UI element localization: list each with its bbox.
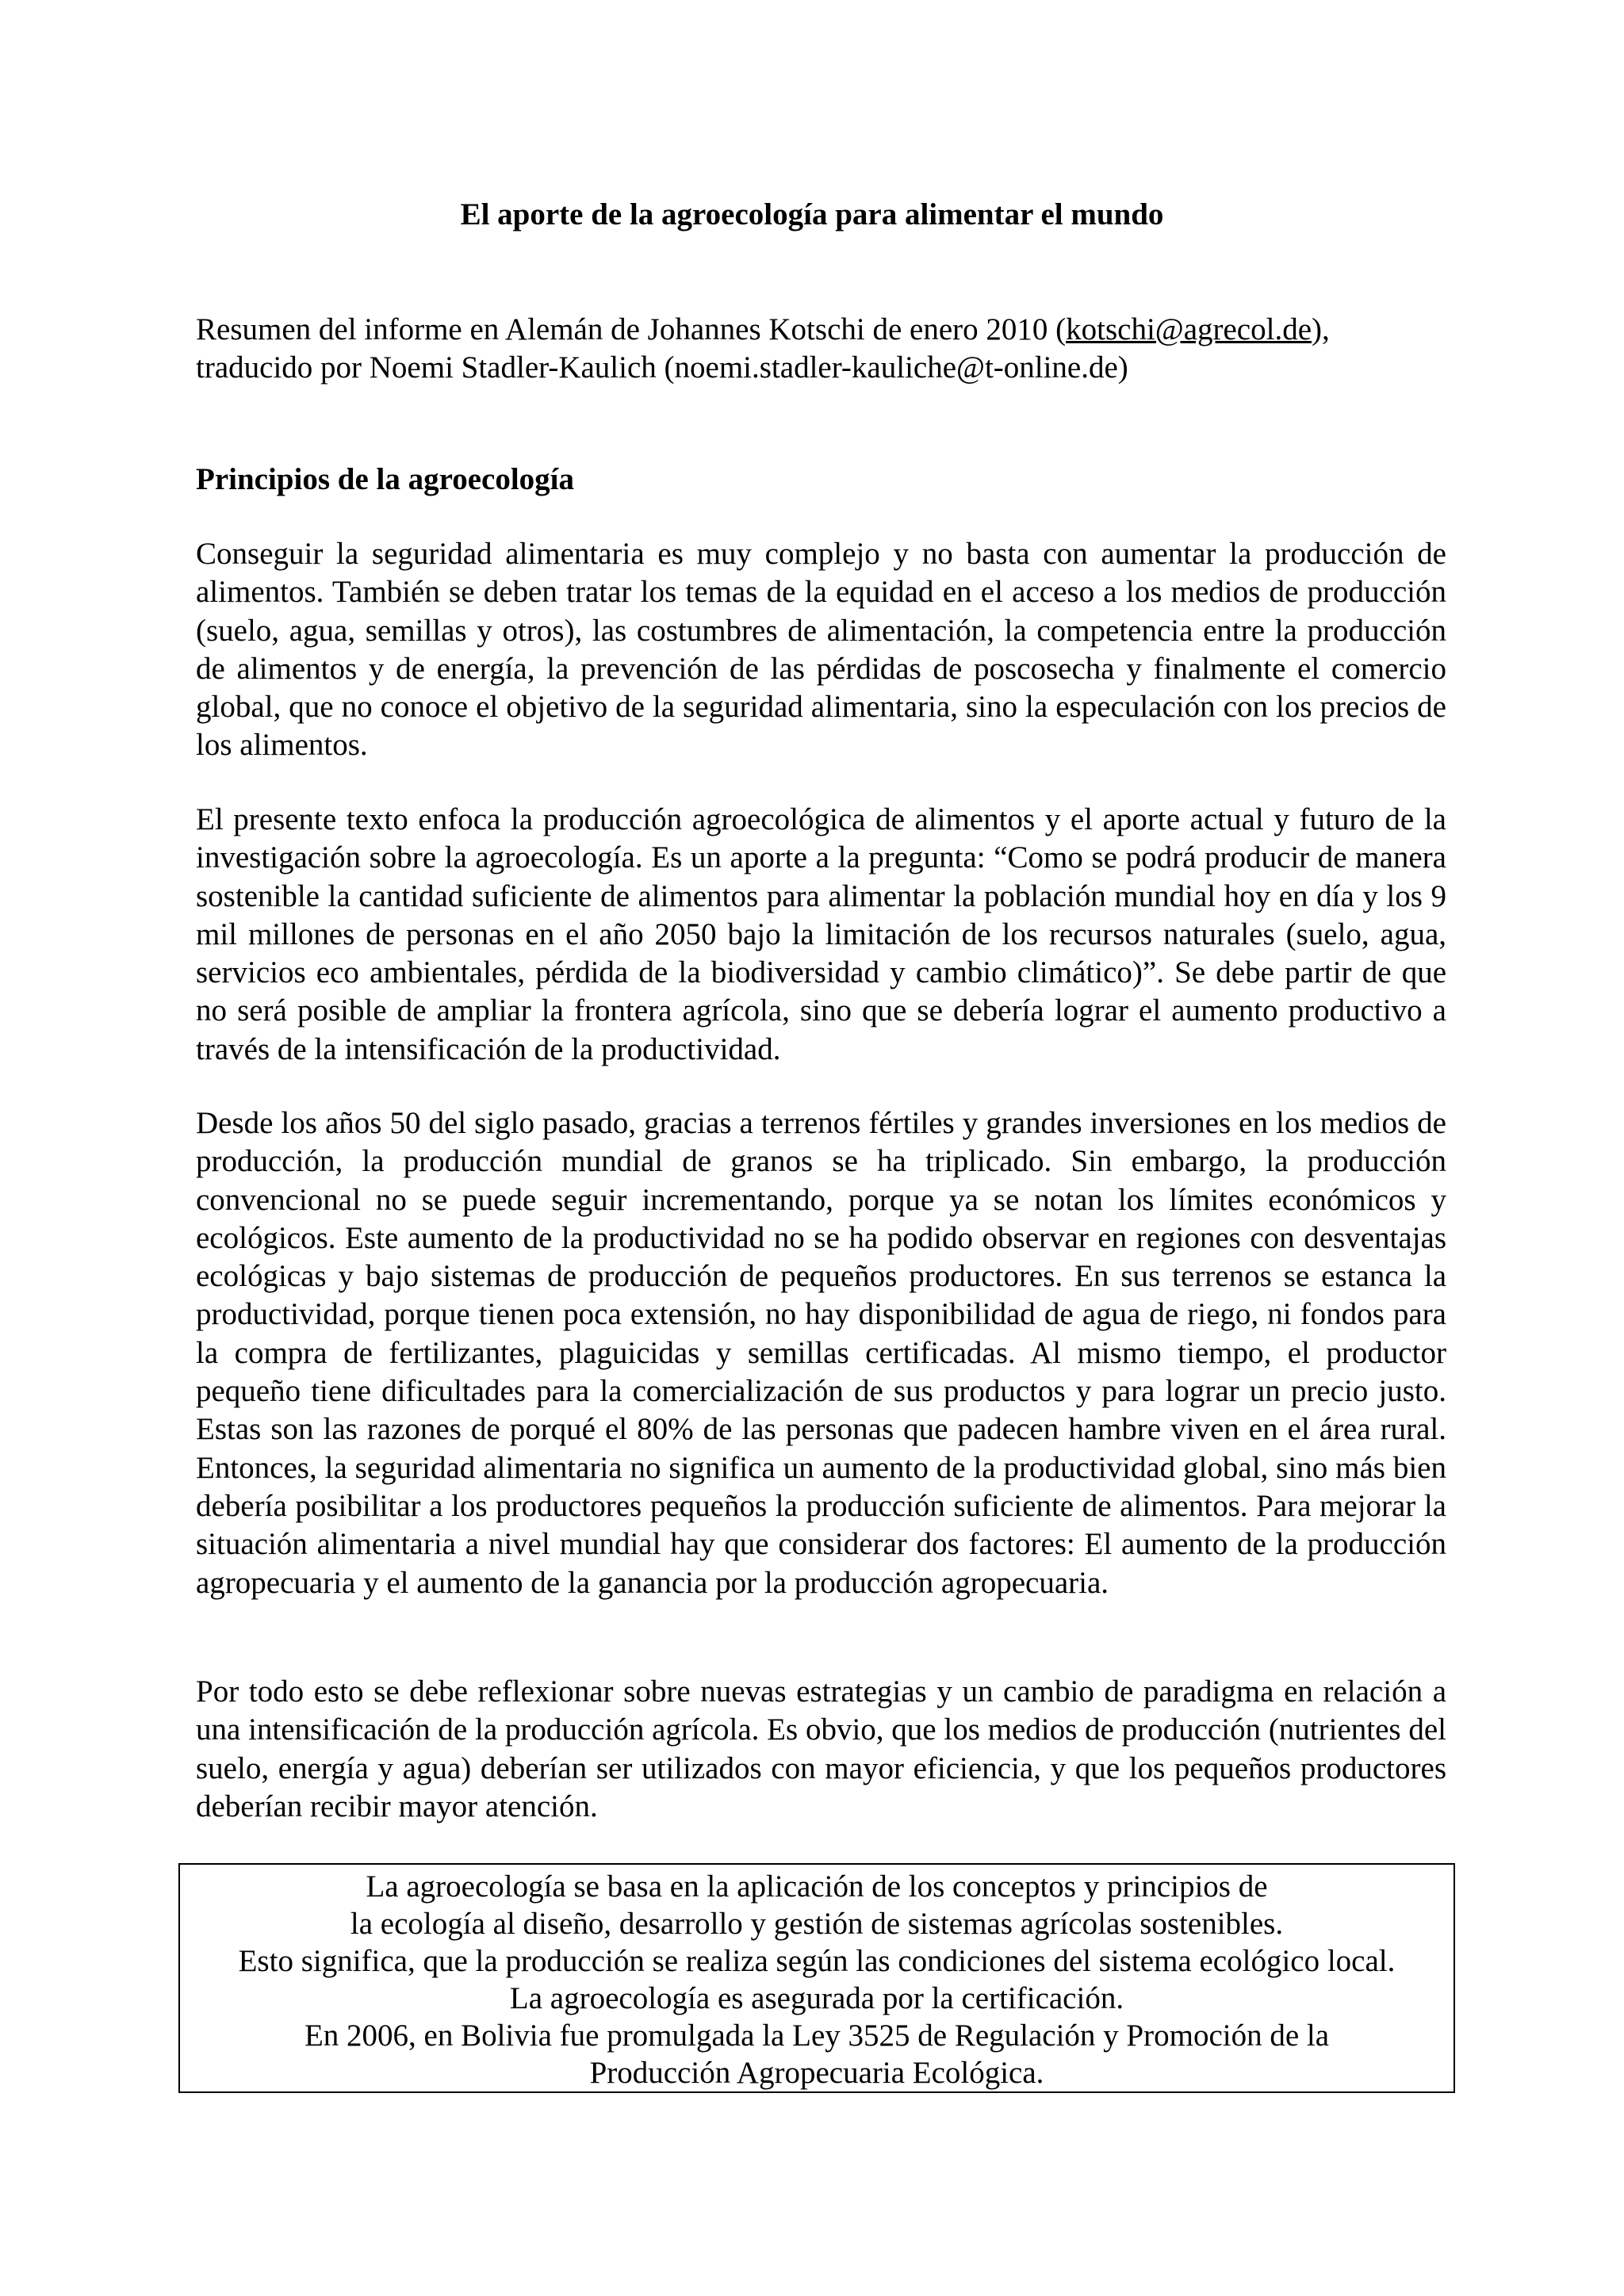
box-line-1: La agroecología se basa en la aplicación de los conceptos y principios de <box>366 1869 1268 1904</box>
summary-box <box>178 1863 1455 2093</box>
paragraph-2: El presente texto enfoca la producción agroecológica de alimentos y el aporte actual y futuro de la investigación sobre la agroecología. Es un aporte a la pregunta: “Como se podrá producir de manera sostenible la cantidad suficiente de alimentos para alimentar la población mundial hoy en día y los 9 mil millones de personas en el año 2050 bajo la limitación de los recursos naturales (suelo, agua, servicios eco ambientales, pérdida de la biodiversidad y cambio climático)”. Se debe partir de que no será posible de ampliar la frontera agrícola, sino que se debería lograr el aumento productivo a través de la intensificación de la productividad. <box>196 802 1446 1066</box>
document-title: El aporte de la agroecología para alimentar el mundo <box>460 197 1164 232</box>
box-line-2: la ecología al diseño, desarrollo y gestión de sistemas agrícolas sostenibles. <box>350 1907 1284 1941</box>
intro-text-after: ), traducido por Noemi Stadler-Kaulich (noemi.stadler-kauliche@t-online.de) <box>196 312 1330 385</box>
paragraph-1: Conseguir la seguridad alimentaria es muy complejo y no basta con aumentar la producción de alimentos. También se deben tratar los temas de la equidad en el acceso a los medios de producción (suelo, agua, semillas y otros), las costumbres de alimentación, la competencia entre la producción de alimentos y de energía, la prevención de las pérdidas de poscosecha y finalmente el comercio global, que no conoce el objetivo de la seguridad alimentaria, sino la especulación con los precios de los alimentos. <box>196 537 1446 763</box>
intro-paragraph <box>196 311 1446 387</box>
paragraph-4: Por todo esto se debe reflexionar sobre nuevas estrategias y un cambio de paradigma en relación a una intensificación de la producción agrícola. Es obvio, que los medios de producción (nutrientes del suelo, energía y agua) deberían ser utilizados con mayor eficiencia, y que los pequeños productores deberían recibir mayor atención. <box>196 1674 1446 1823</box>
section-heading: Principios de la agroecología <box>196 462 574 496</box>
intro-text-before: Resumen del informe en Alemán de Johannes Kotschi de enero 2010 ( <box>196 312 1067 346</box>
author-email-link[interactable]: kotschi@agrecol.de <box>1066 312 1312 346</box>
box-line-3: Esto significa, que la producción se realiza según las condiciones del sistema ecológico local. <box>238 1944 1396 1978</box>
box-line-4: La agroecología es asegurada por la certificación. <box>509 1981 1124 2015</box>
box-line-5: En 2006, en Bolivia fue promulgada la Ley 3525 de Regulación y Promoción de la <box>304 2019 1330 2053</box>
box-line-6: Producción Agropecuaria Ecológica. <box>589 2056 1044 2090</box>
paragraph-3: Desde los años 50 del siglo pasado, gracias a terrenos fértiles y grandes inversiones en los medios de producción, la producción mundial de granos se ha triplicado. Sin embargo, la producción convencional no se puede seguir incrementando, porque ya se notan los límites económicos y ecológicos. Este aumento de la productividad no se ha podido observar en regiones con desventajas ecológicas y bajo sistemas de producción de pequeños productores. En sus terrenos se estanca la productividad, porque tienen poca extensión, no hay disponibilidad de agua de riego, ni fondos para la compra de fertilizantes, plaguicidas y semillas certificadas. Al mismo tiempo, el productor pequeño tiene dificultades para la comercialización de sus productos y para lograr un precio justo. Estas son las razones de porqué el 80% de las personas que padecen hambre viven en el área rural. Entonces, la seguridad alimentaria no significa un aumento de la productividad global, sino más bien debería posibilitar a los productores pequeños la producción suficiente de alimentos. Para mejorar la situación alimentaria a nivel mundial hay que considerar dos factores: El aumento de la producción agropecuaria y el aumento de la ganancia por la producción agropecuaria. <box>196 1106 1446 1600</box>
